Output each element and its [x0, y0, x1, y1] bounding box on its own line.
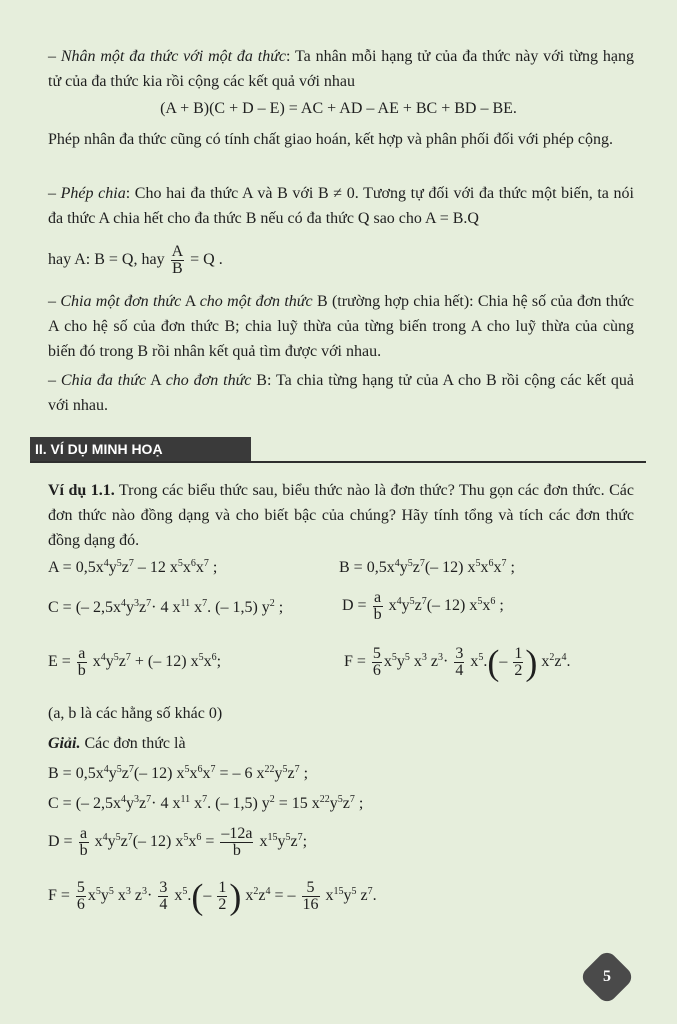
- expression-d: D = $\frac{a}{b}$ $x^4y^5z^7(-$ 12) $x^5x^6$ ;: [342, 589, 504, 623]
- div-poly-mid: A: [146, 372, 166, 389]
- div-text-1: : Cho hai đa thức A và B với B ≠ 0. Tương tự đối với đa thức một biến, ta nói đa thức A chia hết cho đa thức B nếu có đa thức Q sao cho A = B.Q: [48, 185, 634, 227]
- div-title: – Phép chia: [48, 185, 126, 202]
- solution-c: C = (– $2,5x^4y^3z^7\cdot 4$ $x^{11}$ $x^7$. (– 1,5) $y^2 = 15$ $x^{22}y^5z^7$ ;: [48, 794, 364, 812]
- expression-a: $A = 0,5x^4y^5z^7 - 12$ $x^5x^6x^7$ ;: [48, 558, 218, 576]
- section-heading-bar: [30, 437, 646, 463]
- expression-b: $B = 0,5x^4y^5z^7(-$ 12) $x^5x^6x^7$ ;: [339, 558, 515, 576]
- mult-poly-text-1: : Ta nhân mỗi hạng tử của đa thức này với: [286, 48, 565, 65]
- div-paragraph: [48, 181, 634, 231]
- div-poly-paragraph: [48, 368, 634, 418]
- expression-c: C = (– $2,5x^4y^3z^7\cdot 4$ $x^{11}$ $x^7$. (– 1,5) $y^2$ ;: [48, 598, 284, 616]
- div-poly-title: – Chia đa thức: [48, 372, 147, 389]
- solution-label: Giải.: [48, 735, 81, 752]
- mult-poly-paragraph: [48, 44, 634, 94]
- example-text: Trong các biểu thức sau, biểu thức nào là đơn thức? Thu gọn các đơn thức. Các đơn thức nào đồng dạng và cho biết bậc của chúng? Hãy tính tổng và tích các đơn thức đồng dạng đó.: [48, 482, 635, 549]
- mult-props: Phép nhân đa thức cũng có tính chất giao hoán, kết hợp và phân phối đối với phép cộng.: [48, 131, 614, 148]
- div-line-2: [48, 244, 223, 277]
- page-number: 5: [603, 968, 611, 985]
- page-number-badge: [579, 949, 636, 1006]
- div-text-2b: = Q .: [190, 251, 223, 269]
- div-fraction: [171, 244, 185, 277]
- expression-f: F = $\frac{5}{6}$ $x^5y^5$ $x^3$ $z^3\cdot$ $\frac{3}{4}$ $x^5.(-$ $\frac{1}{2}$ ) $x^2z^4$.: [344, 642, 571, 683]
- div-mono-mid: A: [181, 293, 200, 310]
- expression-e: E = $\frac{a}{b}$ $x^4y^5z^7$ + (– 12) $x^5x^6$;: [48, 645, 222, 679]
- div-mono-text: B (trường hợp chia hết): Chia hệ số của đơn thức A cho hệ số của đơn thức B; chia luỹ thừa của từng biến trong A cho luỹ thừa của cùng biến đó trong B rồi nhân kết quả tìm được với nhau.: [48, 293, 634, 360]
- mult-poly-title: – Nhân một đa thức với một đa thức: [48, 48, 287, 65]
- solution-intro: Các đơn thức là: [80, 735, 186, 752]
- div-poly-text: B: Ta chia từng hạng tử của A cho B rồi cộng các kết quả với nhau.: [48, 372, 635, 414]
- div-frac-den: B: [172, 260, 183, 277]
- div-mono-paragraph: [48, 289, 634, 364]
- div-text-2a: hay A: B = Q, hay: [48, 251, 165, 269]
- solution-f: F = $\frac{5}{6}$ $x^5y^5$ $x^3$ $z^3\cdot$ $\frac{3}{4}$ $x^5.(-$ $\frac{1}{2}$ ) $x^2z^4$ = – $\frac{5}{16}$ $x^{15}y^5$ $z^7$.: [48, 876, 377, 917]
- mult-formula: (A + B)(C + D – E) = AC + AD – AE + BC + BD – BE.: [160, 100, 517, 117]
- solution-line: [48, 734, 186, 754]
- solution-d: D = $\frac{a}{b}$ $x^4y^5z^7(-$ 12) $x^5x^6$ = $\frac{-12a}{b}$ $x^{15}y^5z^7$;: [48, 825, 308, 859]
- section-heading: II. VÍ DỤ MINH HOẠ: [30, 437, 251, 461]
- example-paragraph: [48, 478, 634, 553]
- example-note: (a, b là các hằng số khác 0): [48, 705, 223, 722]
- example-label: Ví dụ 1.1.: [48, 482, 115, 499]
- mult-poly-text-2: từng hạng tử của đa thức kia rồi cộng các kết quả với nhau: [48, 48, 634, 90]
- div-mono-title2: cho một đơn thức: [199, 293, 313, 310]
- div-mono-title: – Chia một đơn thức: [48, 293, 182, 310]
- div-frac-num: A: [171, 243, 184, 260]
- solution-b: $B = 0,5x^4y^5z^7(-$ 12) $x^5x^6x^7$ = – 6 $x^{22}y^5z^7$ ;: [48, 764, 309, 782]
- div-poly-title2: cho đơn thức: [165, 372, 252, 389]
